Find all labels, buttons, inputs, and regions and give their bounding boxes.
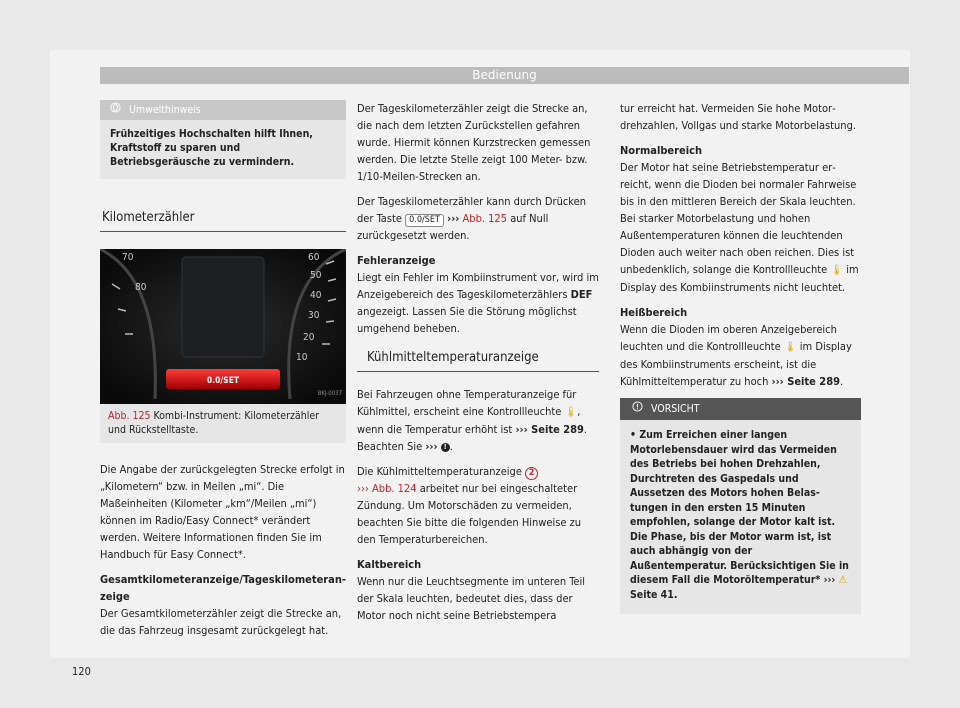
environment-note-title: Umwelthinweis [129,104,201,116]
dash-label-10: 10 [296,352,308,363]
text: . Beachten Sie [357,423,588,453]
text: Zum Erreichen einer langen Motorlebensdauer wird das Vermeiden des Betriebs bei hohen Drehzahlen, Durchtreten des Gaspedals und Aussetzen des Motors hohen Belastungen in den ersten 15 Minuten empfohlen, solange der Motor kalt ist. Die Phase, bis der Motor warm ist, ist auch abhängig von der Außentemperatur. Berücksichtigen Sie in diesem Fall die Motoröltemperatur* [630,429,849,586]
dash-label-70: 70 [122,252,134,263]
def-code: DEF [570,288,593,301]
figure-link[interactable]: ››› Abb. 124 [357,482,417,495]
figure-caption-text: Kombi-Instrument: Kilometerzähler und Rückstelltaste. [108,410,320,436]
text: im Display des Kombiinstruments erscheint, ist die Kühlmitteltemperatur zu hoch [620,340,852,388]
page-number: 120 [72,665,91,678]
arrow: ››› [425,440,438,453]
dash-label-60: 60 [308,252,320,263]
dash-label-40: 40 [310,290,322,301]
callout-number: 2 [525,467,538,480]
leaf-icon [110,100,121,120]
environment-note-text: Frühzeitiges Hochschalten hilft Ihnen, Kraftstoff zu sparen und Betriebsgeräusche zu vermindern. [110,128,313,168]
figure-ref: Abb. 125 [108,410,151,422]
warning-icon [632,398,643,420]
subheading-kaltbereich: Kaltbereich [357,558,422,571]
col2-paragraph-2 [357,193,599,244]
dash-label-20: 20 [303,332,315,343]
text: Bei Fahrzeugen ohne Temperaturanzeige für Kühlmittel, erscheint eine Kontrollleuchte [357,388,577,418]
text: . [449,440,453,453]
info-icon: ! [441,443,450,452]
caution-text [620,420,861,614]
dash-label-80: 80 [135,282,147,293]
column-1 [100,100,346,647]
page-link[interactable]: Seite 41 [630,588,674,601]
text: , wenn die Temperatur erhöht ist [357,405,581,436]
figure-link[interactable]: Abb. 125 [462,212,508,225]
page-link[interactable]: ››› Seite 289 [515,423,584,436]
col3-paragraph-1: tur erreicht hat. Vermeiden Sie hohe Motordrehzahlen, Vollgas und starke Motorbelastung. [620,102,857,132]
col2-paragraph-4 [357,386,599,455]
coolant-warning-icon: 🌡 [783,342,797,353]
text: . [839,375,844,388]
text: Wenn die Dioden im oberen Anzeigebereich leuchten und die Kontrollleuchte [620,323,837,353]
arrow: ››› [447,212,460,225]
col2-paragraph-3 [357,269,599,337]
col2-paragraph-1: Der Tageskilometerzähler zeigt die Strecke an, die nach dem letzten Zurückstellen gefahren wurde. Hiermit können Kurzstrecken gemessen werden. Die letzte Stelle zeigt 100 Meter- bzw. 1/10-Meilen-Strecken an. [357,102,591,183]
text: Der Motor hat seine Betriebstemperatur erreicht, wenn die Dioden bei normaler Fahrweise bis in den mittleren Bereich der Skala leuchten. Bei starker Motorbelastung und hohen Außentemperaturen können die leuchtenden Dioden auch weiter nach oben reichen. Dies ist unbedenklich, solange die Kontrollleuchte [620,161,857,276]
environment-note [100,100,346,179]
arrow: ››› [823,574,836,586]
col2-paragraph-6: Wenn nur die Leuchtsegmente im unteren Teil der Skala leuchten, bedeutet dies, dass der Motor noch nicht seine Betriebstempera [357,575,586,622]
subheading-heissbereich: Heißbereich [620,306,688,319]
subheading-gesamtkilometer: Gesamtkilometeranzeige/Tageskilometeranzeige [100,573,347,603]
km-paragraph-1: Die Angabe der zurückgelegten Strecke erfolgt in „Kilometern“ bzw. in Meilen „mi“. Die Maßeinheiten (Kilometer „km“/Meilen „mi“) können im Radio/Easy Connect* verändert werden. Weitere Informationen finden Sie im Handbuch für Easy Connect*. [100,463,345,561]
column-2 [357,100,599,632]
text: Liegt ein Fehler im Kombiinstrument vor, wird im Anzeigebereich des Tageskilometerzählers [357,271,599,301]
caution-title: VORSICHT [651,403,700,415]
page [50,50,910,678]
caution-box [620,398,861,614]
text: angezeigt. Lassen Sie die Störung möglichst umgehend beheben. [357,305,577,335]
col3-paragraph-3 [620,321,861,390]
col2-paragraph-5 [357,463,599,548]
environment-note-header [100,100,346,120]
bullet: • [630,429,640,441]
col3-paragraph-2 [620,159,861,296]
text: im Display des Kombiinstruments nicht leuchtet. [620,263,859,294]
km-paragraph-2: Der Gesamtkilometerzähler zeigt die Strecke an, die das Fahrzeug insgesamt zurückgelegt hat. [100,607,342,637]
text: arbeitet nur bei eingeschalteter Zündung. Um Motorschäden zu vermeiden, beachten Sie bitte die folgenden Hinweise zu den Temperaturbereichen. [357,482,582,546]
text: . [673,588,678,601]
reset-key: 0.0/SET [405,214,444,227]
text: auf Null zurückgesetzt werden. [357,212,549,242]
coolant-warning-icon: 🌡 [830,265,844,276]
coolant-warning-icon: 🌡 [564,407,578,418]
section-title-kuehlmittel: Kühlmitteltemperaturanzeige [357,345,599,372]
text: Die Kühlmitteltemperaturanzeige [357,465,522,478]
subheading-normalbereich: Normalbereich [620,144,703,157]
page-link[interactable]: ››› Seite 289 [771,375,840,388]
image-code: BKJ-0037 [317,390,342,397]
subheading-fehleranzeige: Fehleranzeige [357,254,436,267]
text: Der Tageskilometerzähler kann durch Drücken der Taste [357,195,587,225]
figure-caption [100,404,346,443]
column-3 [620,100,861,614]
section-title-kilometerzaehler: Kilometerzähler [100,205,346,232]
dashboard-image [100,249,346,404]
car-warning-icon: ⚠ [838,574,848,586]
dash-label-30: 30 [308,310,320,321]
caution-header [620,398,861,420]
dash-label-50: 50 [310,270,322,281]
reset-button-label: 0.0/SET [206,376,240,386]
chapter-header: Bedienung [100,67,909,84]
